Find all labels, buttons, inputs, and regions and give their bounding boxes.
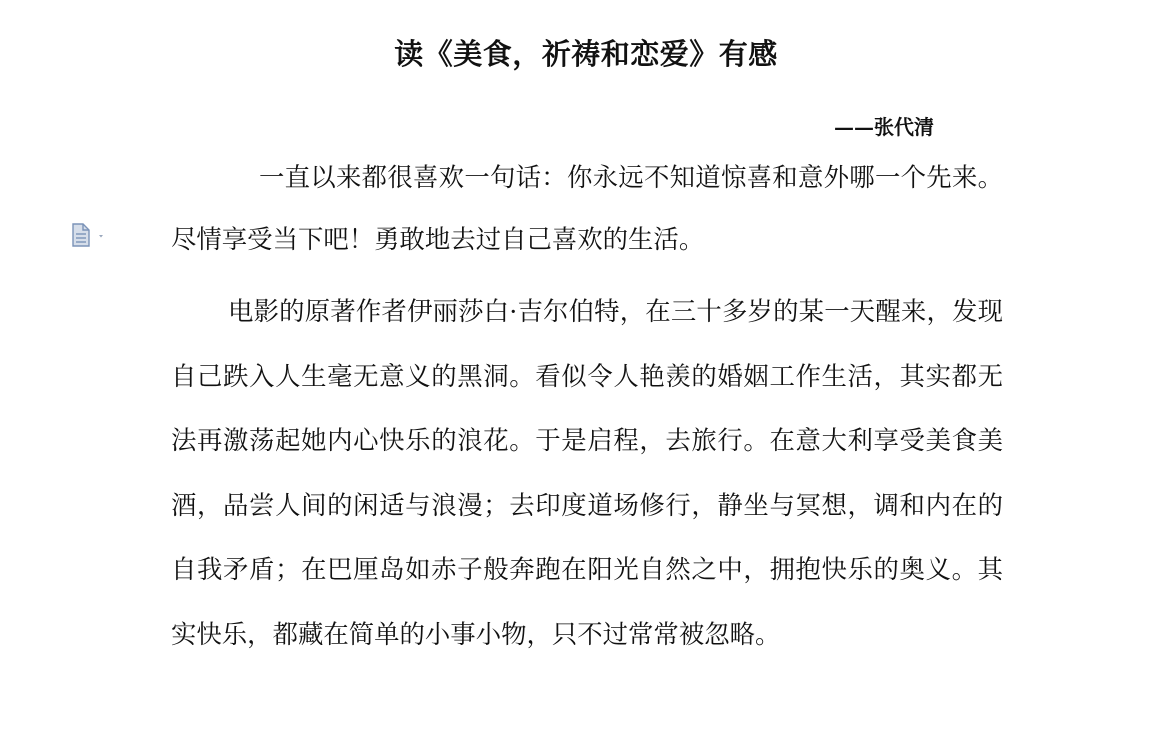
paragraph-1: 一直以来都很喜欢一句话：你永远不知道惊喜和意外哪一个先来。尽情享受当下吧！勇敢地去过自己喜欢的生活。: [171, 162, 1003, 254]
paragraph-2: 电影的原著作者伊丽莎白·吉尔伯特，在三十多岁的某一天醒来，发现自己跌入人生毫无意义的黑洞。看似令人艳羡的婚姻工作生活，其实都无法再激荡起她内心快乐的浪花。于是启程，去旅行。在意大利享受美食美酒，品尝人间的闲适与浪漫；去印度道场修行，静坐与冥想，调和内在的自我矛盾；在巴厘岛如赤子般奔跑在阳光自然之中，拥抱快乐的奥义。其实快乐，都藏在简单的小事小物，只不过常常被忽略。: [171, 296, 1003, 649]
document-author: ——张代清: [834, 115, 934, 139]
document-title: 读《美食，祈祷和恋爱》有感: [394, 37, 778, 71]
paragraph-layout-icon[interactable]: [70, 222, 112, 248]
chevron-down-icon: [99, 235, 103, 238]
paragraph-layout-icon-graphic: [70, 222, 112, 248]
